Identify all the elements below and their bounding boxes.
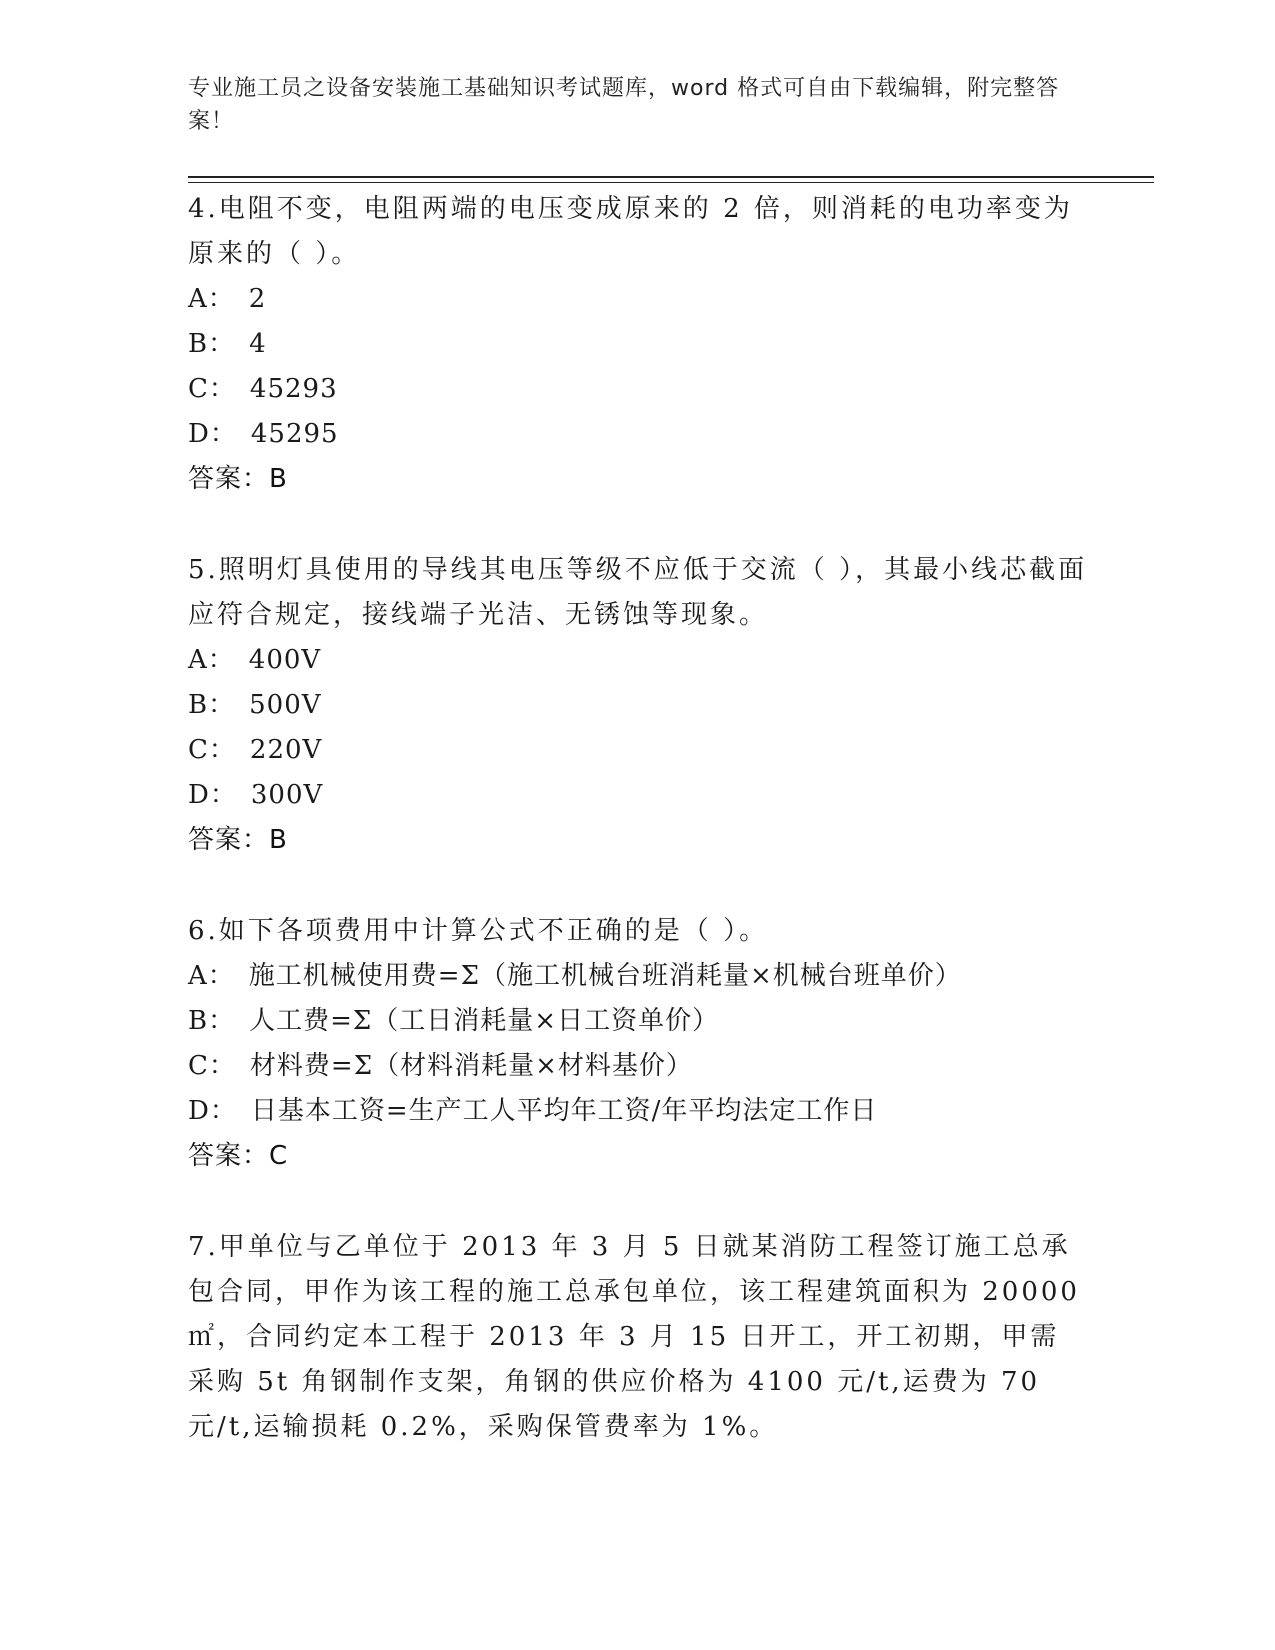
option-text: 220V — [249, 735, 323, 765]
document-header: 专业施工员之设备安装施工基础知识考试题库，word 格式可自由下载编辑，附完整答案！ — [188, 76, 1060, 134]
option-a — [188, 277, 1088, 322]
option-b — [188, 683, 1088, 728]
question-stem: 7.甲单位与乙单位于 2013 年 3 月 5 日就某消防工程签订施工总承包合同，甲作为该工程的施工总承包单位，该工程建筑面积为 20000㎡，合同约定本工程于 2013 年 3 月 15 日开工，开工初期，甲需采购 5t 角钢制作支架，角钢的供应价格为 4100 元/t,运费为 70 元/t,运输损耗 0.2%，采购保管费率为 1%。 — [188, 1232, 1080, 1442]
option-key: B： — [188, 329, 236, 359]
question-stem: 4.电阻不变，电阻两端的电压变成原来的 2 倍，则消耗的电功率变为原来的（ ）。 — [188, 194, 1073, 269]
option-c — [188, 367, 1088, 412]
option-key: A： — [188, 961, 235, 991]
header-divider — [188, 176, 1154, 178]
option-key: B： — [188, 1006, 236, 1036]
option-key: C： — [188, 374, 236, 404]
option-key: D： — [188, 1096, 237, 1126]
option-key: A： — [188, 645, 235, 675]
option-b — [188, 322, 1088, 367]
header-divider-thin — [188, 182, 1154, 183]
option-text: 500V — [249, 690, 322, 720]
question-7 — [188, 1225, 1088, 1450]
option-text: 施工机械使用费=Σ（施工机械台班消耗量×机械台班单价） — [248, 961, 962, 991]
option-b — [188, 999, 1088, 1044]
option-text: 材料费=Σ（材料消耗量×材料基价） — [249, 1051, 693, 1081]
option-key: C： — [188, 1051, 236, 1081]
question-6 — [188, 909, 1088, 1179]
option-text: 人工费=Σ（工日消耗量×日工资单价） — [249, 1006, 720, 1036]
question-5 — [188, 548, 1088, 863]
answer: 答案：C — [188, 1141, 289, 1171]
option-text: 2 — [248, 284, 267, 314]
option-text: 400V — [248, 645, 322, 675]
question-4 — [188, 187, 1088, 502]
option-key: B： — [188, 690, 236, 720]
option-key: D： — [188, 780, 237, 810]
option-text: 45293 — [249, 374, 338, 404]
option-key: A： — [188, 284, 235, 314]
option-key: C： — [188, 735, 236, 765]
option-text: 45295 — [250, 419, 339, 449]
question-stem: 5.照明灯具使用的导线其电压等级不应低于交流（ ），其最小线芯截面应符合规定，接线端子光洁、无锈蚀等现象。 — [188, 555, 1088, 630]
option-d — [188, 412, 1088, 457]
option-c — [188, 1044, 1088, 1089]
question-stem: 6.如下各项费用中计算公式不正确的是（ ）。 — [188, 916, 769, 946]
option-text: 日基本工资=生产工人平均年工资/年平均法定工作日 — [250, 1096, 878, 1126]
answer: 答案：B — [188, 825, 288, 855]
answer: 答案：B — [188, 464, 288, 494]
option-text: 4 — [249, 329, 267, 359]
option-a — [188, 638, 1088, 683]
option-c — [188, 728, 1088, 773]
option-a — [188, 954, 1088, 999]
option-d — [188, 1089, 1088, 1134]
option-d — [188, 773, 1088, 818]
option-text: 300V — [250, 780, 324, 810]
option-key: D： — [188, 419, 237, 449]
